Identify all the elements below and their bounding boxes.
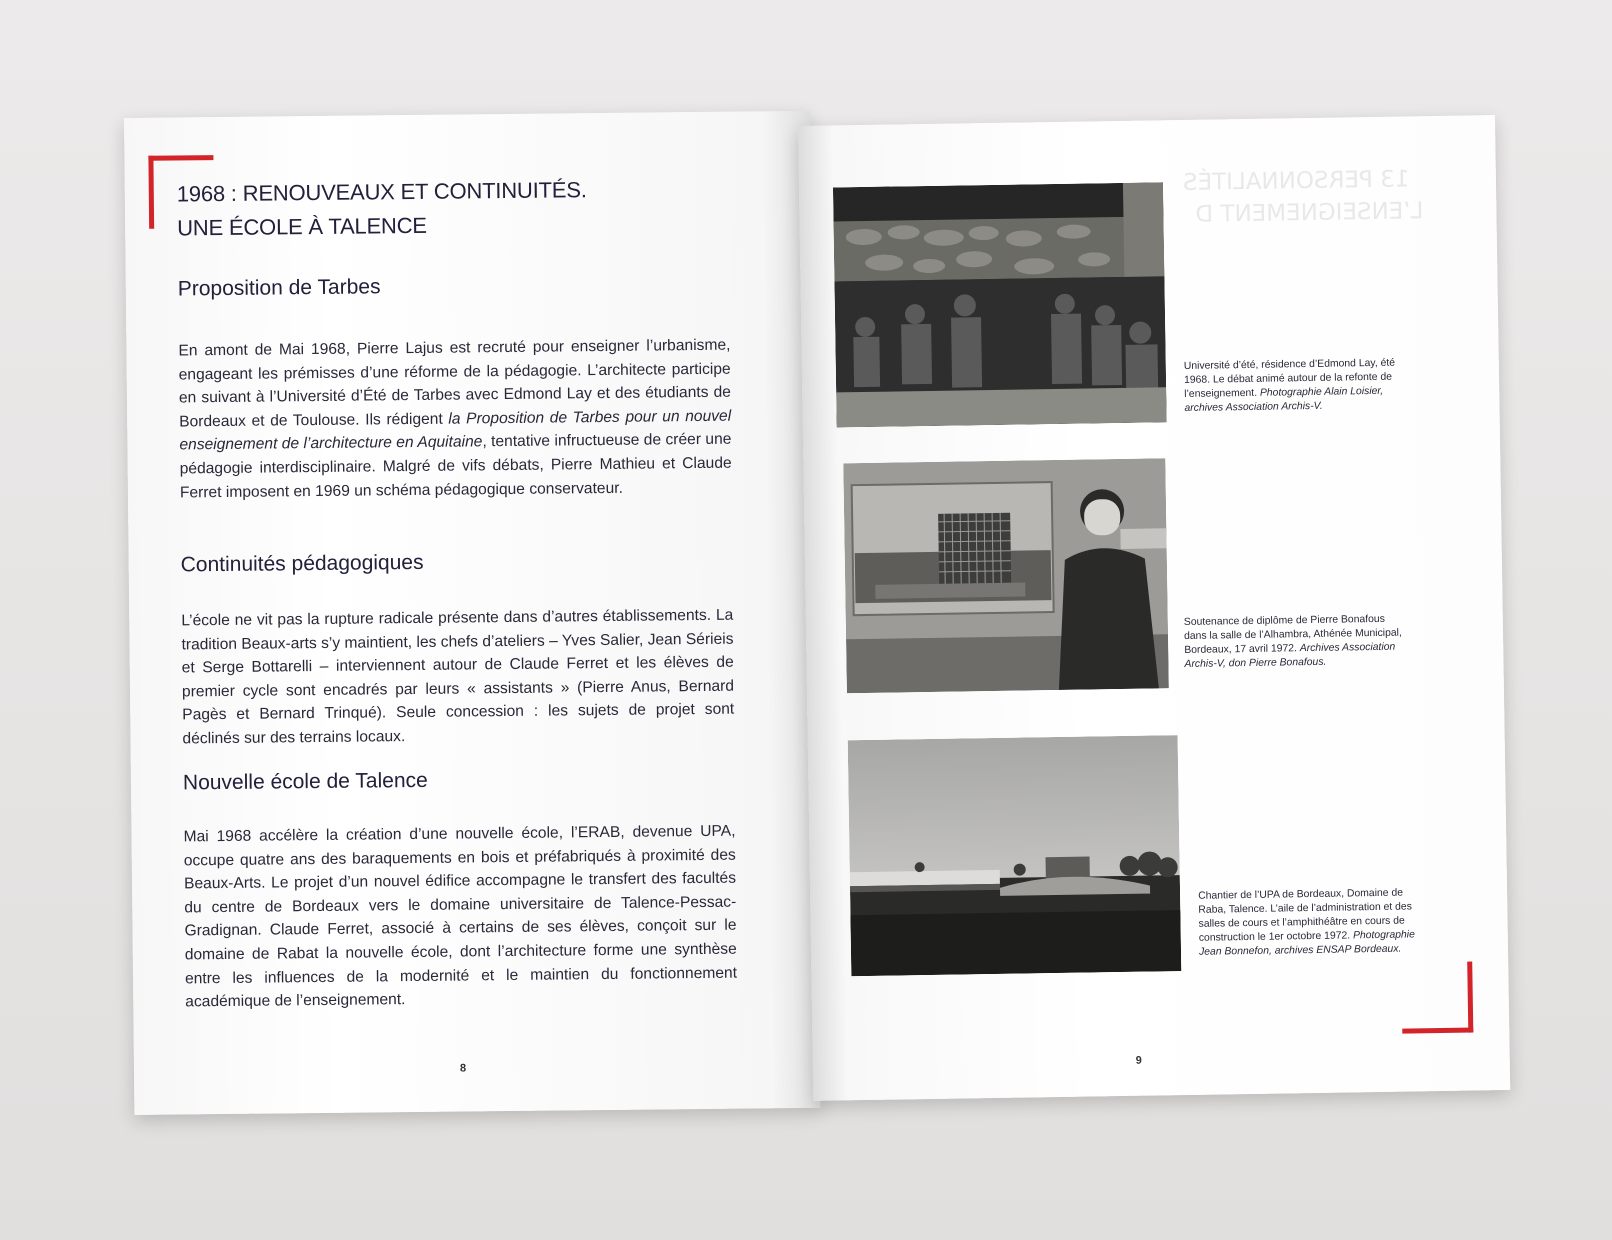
caption-diploma-defense-credit: Archives Association Archis-V, don Pierre Bonafous.	[1184, 641, 1396, 670]
caption-upa-construction	[1198, 886, 1419, 959]
show-through-heading-line-2: L’ENSEIGNEMENT D	[1195, 198, 1424, 228]
section-text-tarbes-part-2: , tentative infructueuse de créer une pédagogie interdisciplinaire. Malgré de vifs débats, Pierre Mathieu et Claude Ferret imposent en 1969 un schéma pédagogique conservateur.	[179, 431, 732, 501]
show-through-heading-line-1: 13 PERSONNALITÉS	[1182, 166, 1410, 196]
caption-upa-construction-text: Chantier de l’UPA de Bordeaux, Domaine de Raba, Talence. L’aile de l’administration et des salles de cours et l’amphithéâtre en cours de construction le 1er octobre 1972.	[1198, 887, 1412, 944]
caption-summer-university	[1184, 357, 1405, 416]
section-text-continuites: L’école ne vit pas la rupture radicale présente dans d’autres établissements. La tradition Beaux-arts s’y maintient, les chefs d’ateliers – Yves Salier, Jean Sérieis et Serge Bottarelli – interviennent autour de Claude Ferret et les élèves de premier cycle sont encadrés par leurs « assistants » (Pierre Anus, Bernard Pagès et Bernard Trinqué). Seule concession : les sujets de projet sont déclinés sur des terrains locaux.	[181, 606, 735, 748]
photo-diploma-defense-image	[843, 458, 1169, 693]
section-title-tarbes: Proposition de Tarbes	[177, 275, 381, 301]
photo-upa-construction-image	[848, 735, 1182, 976]
section-text-talence: Mai 1968 accélère la création d’une nouvelle école, l’ERAB, devenue UPA, occupe quatre ans des baraquements en bois et préfabriqués à proximité des Beaux-Arts. Le projet d’un nouvel édifice accompagne le transfert des facultés du centre de Bordeaux vers le domaine universitaire de Talence-Pessac-Gradignan. Claude Ferret, associé à certains de ses élèves, conçoit sur le domaine de Rabat la nouvelle école, dont l’architecture forme une synthèse entre les influences de la modernité et le maintien du fonctionnement académique de l’enseignement.	[183, 822, 738, 1011]
page-number-left: 8	[459, 1062, 467, 1075]
photo-summer-university	[833, 182, 1167, 427]
caption-diploma-defense	[1184, 613, 1405, 672]
photo-upa-construction	[848, 735, 1182, 976]
photo-summer-university-image	[833, 182, 1167, 427]
caption-summer-university-credit: Photographie Alain Loisier, archives Association Archis-V.	[1184, 385, 1384, 414]
page-number-right: 9	[1135, 1054, 1142, 1067]
section-text-tarbes-part-1: En amont de Mai 1968, Pierre Lajus est recruté pour enseigner l’urbanisme, engageant les prémisses d’une réforme de la pédagogie. L’architecte participe en suivant à l’Université d’Été de Tarbes avec Edmond Lay et des étudiants de Bordeaux et de Toulouse. Ils rédigent	[178, 336, 731, 431]
section-title-talence: Nouvelle école de Talence	[182, 768, 428, 795]
right-page	[798, 115, 1510, 1101]
caption-upa-construction-credit: Photographie Jean Bonnefon, archives ENSAP Bordeaux.	[1198, 929, 1415, 958]
section-text-tarbes	[178, 334, 732, 505]
caption-summer-university-text: Université d’été, résidence d’Edmond Lay, été 1968. Le débat animé autour de la refonte de l’enseignement.	[1183, 357, 1396, 400]
page-title	[177, 172, 698, 245]
left-page	[124, 111, 820, 1115]
photo-diploma-defense	[843, 458, 1169, 693]
section-title-continuites: Continuités pédagogiques	[180, 550, 424, 577]
section-text-tarbes-italic: la Proposition de Tarbes pour un nouvel enseignement de l’architecture en Aquitaine	[179, 407, 732, 454]
page-title-line-2: UNE ÉCOLE À TALENCE	[177, 212, 427, 241]
page-title-line-1: 1968 : RENOUVEAUX ET CONTINUITÉS.	[176, 177, 587, 207]
caption-diploma-defense-text: Soutenance de diplôme de Pierre Bonafous dans la salle de l’Alhambra, Athénée Municipal, Bordeaux, 17 avril 1972.	[1183, 613, 1402, 656]
red-corner-mark-bottom-right	[1401, 962, 1473, 1034]
